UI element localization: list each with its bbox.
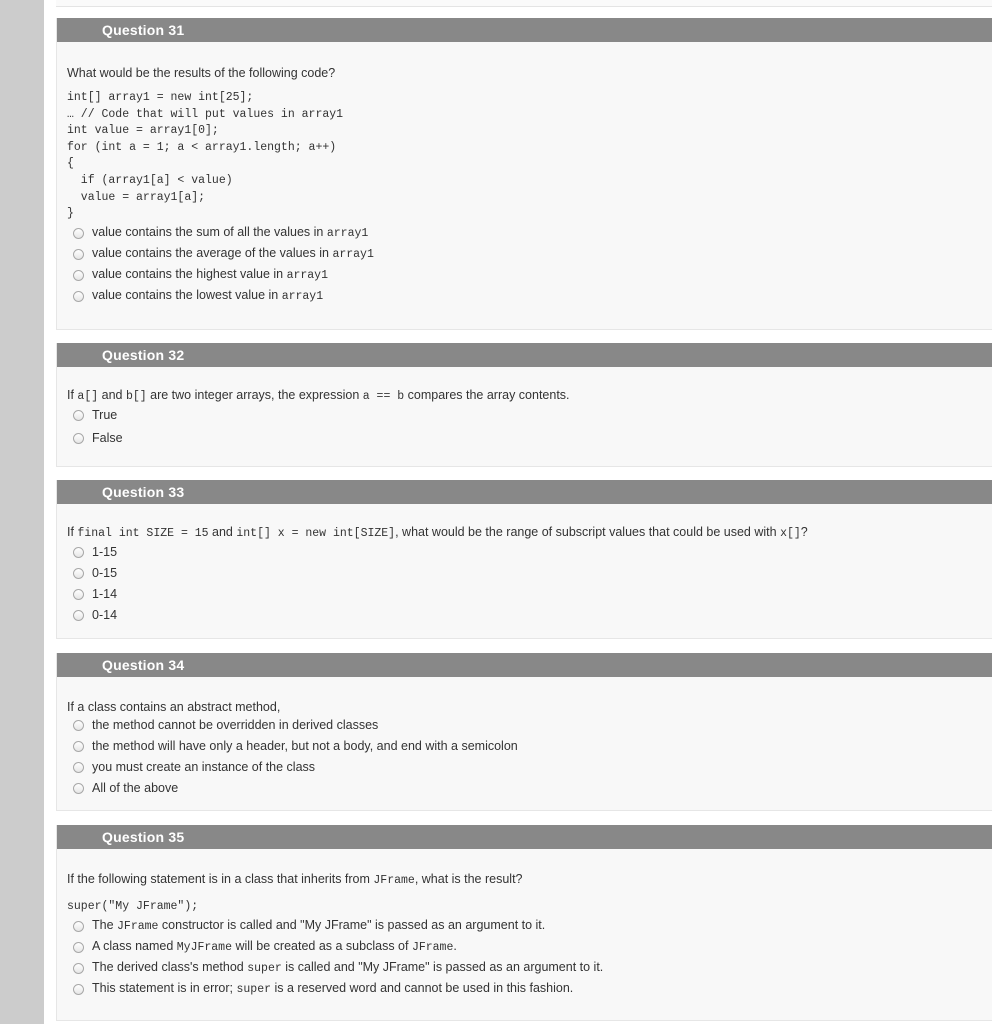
answer-options	[67, 916, 985, 1000]
answer-option[interactable]	[67, 265, 985, 286]
answer-option[interactable]	[67, 563, 985, 584]
answer-option[interactable]	[67, 958, 985, 979]
option-label: True	[92, 407, 118, 422]
option-label: you must create an instance of the class	[92, 760, 316, 774]
previous-question-panel	[56, 0, 992, 7]
answer-option[interactable]	[67, 715, 985, 736]
radio-button[interactable]	[73, 720, 84, 731]
answer-option[interactable]	[67, 286, 985, 307]
answer-option[interactable]	[67, 244, 985, 265]
answer-option[interactable]	[67, 937, 985, 958]
answer-option[interactable]	[67, 425, 985, 451]
question-header: Question 32	[57, 343, 992, 367]
question-prompt: If final int SIZE = 15 and int[] x = new int[SIZE], what would be the range of subscript values that could be used with x[]?	[67, 525, 808, 540]
question-prompt: If the following statement is in a class that inherits from JFrame, what is the result?	[67, 872, 523, 887]
option-label: False	[92, 430, 123, 445]
option-label: value contains the average of the values in array1	[92, 246, 374, 262]
answer-option[interactable]	[67, 736, 985, 757]
radio-button[interactable]	[73, 270, 84, 281]
answer-option[interactable]	[67, 223, 985, 244]
answer-options	[67, 715, 985, 799]
option-label: The JFrame constructor is called and "My JFrame" is passed as an argument to it.	[92, 918, 546, 934]
radio-button[interactable]	[73, 942, 84, 953]
answer-option[interactable]	[67, 757, 985, 778]
answer-option[interactable]	[67, 605, 985, 626]
option-label: 0-15	[92, 566, 118, 580]
answer-options	[67, 405, 985, 451]
radio-button[interactable]	[73, 433, 84, 444]
question-31	[56, 18, 992, 330]
option-label: 1-15	[92, 545, 118, 559]
radio-button[interactable]	[73, 762, 84, 773]
radio-button[interactable]	[73, 547, 84, 558]
radio-button[interactable]	[73, 783, 84, 794]
option-label: The derived class's method super is called and "My JFrame" is passed as an argument to it.	[92, 960, 604, 976]
question-header: Question 34	[57, 653, 992, 677]
question-prompt: What would be the results of the following code?	[67, 66, 336, 80]
option-label: 0-14	[92, 608, 118, 622]
question-prompt: If a class contains an abstract method,	[67, 700, 281, 714]
radio-button[interactable]	[73, 249, 84, 260]
radio-button[interactable]	[73, 741, 84, 752]
radio-button[interactable]	[73, 568, 84, 579]
answer-option[interactable]	[67, 405, 985, 425]
radio-button[interactable]	[73, 410, 84, 421]
answer-option[interactable]	[67, 979, 985, 1000]
question-34	[56, 653, 992, 811]
answer-option[interactable]	[67, 584, 985, 605]
option-label: All of the above	[92, 781, 179, 795]
radio-button[interactable]	[73, 291, 84, 302]
radio-button[interactable]	[73, 984, 84, 995]
answer-option[interactable]	[67, 916, 985, 937]
radio-button[interactable]	[73, 963, 84, 974]
option-label: the method cannot be overridden in derived classes	[92, 718, 379, 732]
answer-option[interactable]	[67, 778, 985, 799]
option-label: A class named MyJFrame will be created as a subclass of JFrame.	[92, 939, 457, 955]
radio-button[interactable]	[73, 589, 84, 600]
radio-button[interactable]	[73, 228, 84, 239]
option-label: value contains the lowest value in array1	[92, 288, 324, 304]
left-gutter	[0, 0, 44, 1024]
option-label: This statement is in error; super is a reserved word and cannot be used in this fashion.	[92, 981, 574, 997]
question-33	[56, 480, 992, 639]
option-label: 1-14	[92, 587, 118, 601]
code-block: int[] array1 = new int[25]; … // Code that will put values in array1 int value = array1[0]; for (int a = 1; a < array1.length; a++) { if (array1[a] < value) value = array1[a]; }	[67, 91, 344, 221]
option-label: value contains the sum of all the values in array1	[92, 225, 369, 241]
option-label: value contains the highest value in array1	[92, 267, 328, 283]
question-prompt: If a[] and b[] are two integer arrays, the expression a == b compares the array contents.	[67, 388, 570, 403]
answer-options	[67, 542, 985, 626]
quiz-content	[44, 0, 992, 1024]
question-header: Question 31	[57, 18, 992, 42]
question-header: Question 33	[57, 480, 992, 504]
radio-button[interactable]	[73, 610, 84, 621]
answer-options	[67, 223, 985, 307]
question-header: Question 35	[57, 825, 992, 849]
option-label: the method will have only a header, but not a body, and end with a semicolon	[92, 739, 518, 753]
code-block: super("My JFrame");	[67, 900, 199, 913]
answer-option[interactable]	[67, 542, 985, 563]
question-32	[56, 343, 992, 467]
radio-button[interactable]	[73, 921, 84, 932]
question-35	[56, 825, 992, 1021]
